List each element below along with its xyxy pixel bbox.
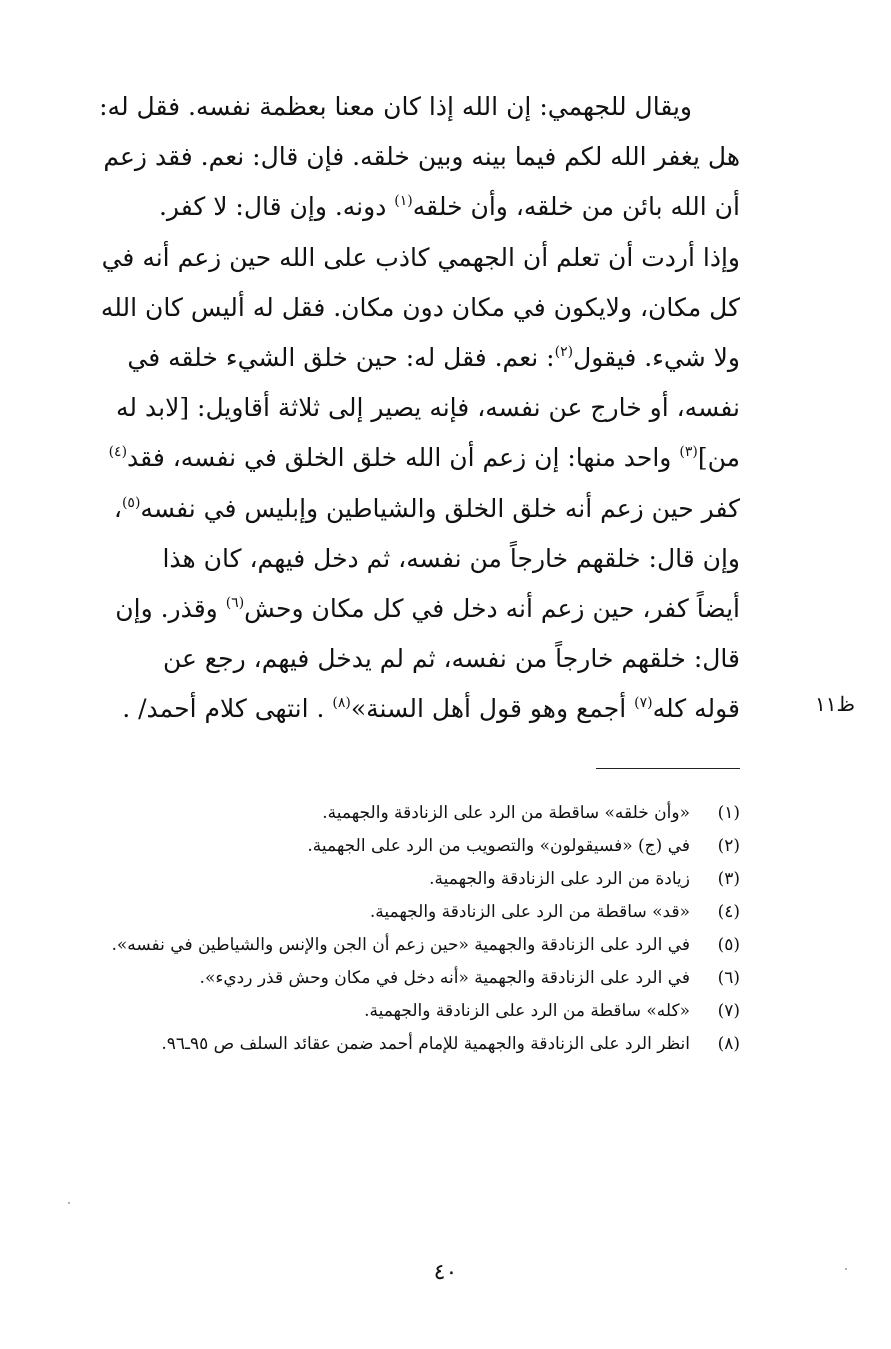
text-segment: واحد منها: إن زعم أن الله خلق الخلق في نفسه، فقد	[127, 443, 680, 473]
text-line: هل يغفر الله لكم فيما بينه وبين خلقه. فإن قال: نعم. فقد زعم	[103, 142, 740, 172]
footnote	[62, 998, 740, 1025]
text-line: كل مكان، ولايكون في مكان دون مكان. فقل له أليس كان الله	[100, 292, 740, 322]
text-line: ويقال للجهمي: إن الله إذا كان معنا بعظمة نفسه. فقل له:	[99, 92, 692, 121]
footnote-text: انظر الرد على الزنادقة والجهمية للإمام أحمد ضمن عقائد السلف ص ٩٥ـ٩٦.	[161, 1034, 690, 1054]
paper-speck	[845, 1268, 847, 1270]
footnote-ref: (١)	[394, 193, 413, 210]
text-line	[62, 484, 740, 534]
footnote-ref: (٤)	[108, 444, 128, 461]
footnote	[62, 899, 740, 926]
text-line	[62, 333, 740, 383]
text-segment: أن الله بائن من خلقه، وأن خلقه	[412, 192, 740, 222]
footnote-number: (١)	[717, 803, 740, 823]
footnote-ref: (٧)	[634, 695, 653, 712]
footnote-ref: (٣)	[679, 444, 698, 461]
footnote-ref: (٨)	[332, 695, 351, 712]
footnote-number: (٣)	[717, 869, 740, 889]
footnote	[62, 866, 740, 893]
main-text-block	[62, 82, 740, 734]
manuscript-folio-note: ظ١١	[815, 692, 855, 716]
text-segment: . انتهى كلام أحمد/ .	[122, 694, 333, 724]
text-segment: كفر حين زعم أنه خلق الخلق والشياطين وإبليس في نفسه	[140, 493, 740, 523]
footnote-number: (٨)	[717, 1034, 740, 1054]
footnote-text: «كله» ساقطة من الرد على الزنادقة والجهمية.	[364, 1001, 690, 1021]
text-segment: أيضاً كفر، حين زعم أنه دخل في كل مكان وحش	[244, 593, 740, 623]
text-segment: من]	[697, 443, 740, 473]
footnote-text: في الرد على الزنادقة والجهمية «حين زعم أن الجن والإنس والشياطين في نفسه».	[111, 935, 690, 955]
text-segment: قوله كله	[652, 694, 740, 724]
text-line: قال: خلقهم خارجاً من نفسه، ثم لم يدخل فيهم، رجع عن	[162, 644, 740, 674]
footnote	[62, 800, 740, 827]
footnote-number: (٤)	[717, 902, 740, 922]
text-line: وإذا أردت أن تعلم أن الجهمي كاذب على الله حين زعم أنه في	[101, 242, 740, 272]
text-segment: ،	[113, 493, 122, 523]
footnote-text: زيادة من الرد على الزنادقة والجهمية.	[429, 869, 690, 889]
text-line: نفسه، أو خارج عن نفسه، فإنه يصير إلى ثلاثة أقاويل: [لابد له	[116, 393, 740, 423]
text-line: وإن قال: خلقهم خارجاً من نفسه، ثم دخل فيهم، كان هذا	[162, 543, 740, 573]
text-segment: دونه. وإن قال: لا كفر.	[158, 192, 395, 222]
text-segment: أجمع وهو قول أهل السنة»	[350, 694, 635, 724]
text-line	[62, 684, 740, 734]
footnote-number: (٥)	[717, 935, 740, 955]
footnote-ref: (٦)	[225, 594, 245, 611]
footnote	[62, 1031, 740, 1058]
footnote	[62, 833, 740, 860]
footnotes-block	[62, 800, 740, 1064]
text-segment: : نعم. فقل له: حين خلق الشيء خلقه في	[127, 342, 555, 372]
footnote	[62, 932, 740, 959]
text-line	[62, 584, 740, 634]
footnote-text: في الرد على الزنادقة والجهمية «أنه دخل في مكان وحش قذر رديء».	[199, 968, 690, 988]
footnote-text: في (ج) «فسيقولون» والتصويب من الرد على الجهمية.	[307, 836, 690, 856]
footnote-text: «وأن خلقه» ساقطة من الرد على الزنادقة والجهمية.	[322, 803, 690, 823]
text-segment: وقذر. وإن	[115, 593, 226, 623]
footnote	[62, 965, 740, 992]
footnote-number: (٦)	[717, 968, 740, 988]
footnote-ref: (٢)	[554, 343, 574, 360]
page-number: ٤٠	[433, 1260, 458, 1285]
text-segment: ولا شيء. فيقول	[573, 342, 740, 372]
text-line	[62, 182, 740, 232]
footnote-ref: (٥)	[121, 494, 141, 511]
paper-speck	[68, 1202, 70, 1204]
footnote-number: (٧)	[717, 1001, 740, 1021]
footnote-separator	[596, 768, 740, 769]
footnote-text: «قد» ساقطة من الرد على الزنادقة والجهمية.	[369, 902, 690, 922]
text-line	[62, 433, 740, 483]
footnote-number: (٢)	[717, 836, 740, 856]
